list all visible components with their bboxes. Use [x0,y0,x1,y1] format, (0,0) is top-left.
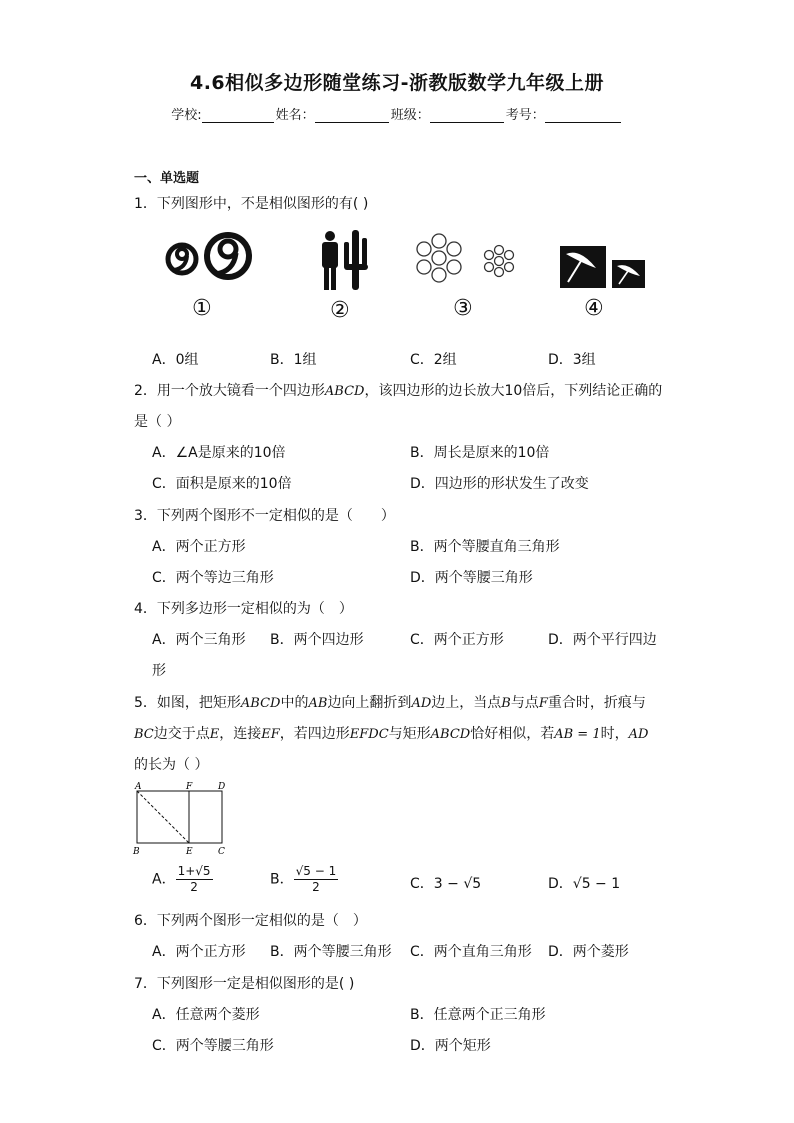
q4-option-c: C．两个正方形 [410,632,504,648]
q3-option-a: A．两个正方形 [152,539,246,555]
q5-rectangle-figure [130,780,234,860]
school-blank [202,109,274,123]
q2-option-b: B．周长是原来的10倍 [410,445,550,461]
q3-option-c: C．两个等边三角形 [152,570,274,586]
q2-option-c: C．面积是原来的10倍 [152,476,292,492]
q7-option-d: D．两个矩形 [410,1038,491,1054]
q3-option-d: D．两个等腰三角形 [410,570,533,586]
q4-option-d-wrap: 形 [152,663,166,679]
q6-option-a: A．两个正方形 [152,944,246,960]
fig-label-e: E [186,847,193,857]
q2-stem-line2: 是（ ） [134,414,181,430]
fig-label-d: D [218,782,226,792]
q1-label-3: ③ [453,296,473,321]
q3-stem: 3．下列两个图形不一定相似的是（ ） [134,508,395,524]
number-label: 考号： [505,108,545,123]
q1-label-1: ① [192,296,212,321]
q7-option-b: B．任意两个正三角形 [410,1007,546,1023]
q5-option-d: D．√5 − 1 [548,876,621,892]
q1-option-c: C．2组 [410,352,457,368]
q7-stem: 7．下列图形一定是相似图形的是( ) [134,976,355,992]
class-blank [430,109,504,123]
q6-option-b: B．两个等腰三角形 [270,944,392,960]
q6-option-c: C．两个直角三角形 [410,944,532,960]
figure-3-circle-rings [417,234,514,282]
q4-stem: 4．下列多边形一定相似的为（ ） [134,601,353,617]
name-blank [315,109,389,123]
fig-label-c: C [218,847,225,857]
class-label: 班级： [390,108,430,123]
q5-option-b-fraction: $\frac{√5 - 1}{2}$ [295,864,337,894]
q6-option-d: D．两个菱形 [548,944,629,960]
q1-label-4: ④ [584,296,604,321]
fig-label-f: F [186,782,193,792]
q4-option-b: B．两个四边形 [270,632,364,648]
q5-stem-line2: BC边交于点E，连接EF，若四边形EFDC与矩形ABCD恰好相似，若AB = 1时，AD [134,726,649,742]
q5-stem-line3: 的长为（ ） [134,757,209,773]
q1-stem: 1．下列图形中，不是相似图形的有( ) [134,196,369,212]
q4-option-d: D．两个平行四边 [548,632,657,648]
q7-option-c: C．两个等腰三角形 [152,1038,274,1054]
q5-option-a: A． $\frac{1+√5}{2}$ [152,864,211,894]
section-title: 一、单选题 [134,171,200,186]
q1-figures [160,228,660,298]
q5-option-b: B． $\frac{√5 - 1}{2}$ [270,864,337,894]
q7-option-a: A．任意两个菱形 [152,1007,260,1023]
q6-stem: 6．下列两个图形一定相似的是（ ） [134,913,367,929]
q5-option-c: C．3 − √5 [410,876,482,892]
q1-option-b: B．1组 [270,352,317,368]
fig-label-a: A [135,782,142,792]
number-blank [545,109,621,123]
figure-1-spirals [168,235,249,277]
name-label: 姓名： [275,108,315,123]
q2-stem-line1: 2．用一个放大镜看一个四边形ABCD，该四边形的边长放大10倍后，下列结论正确的 [134,383,663,399]
q5-stem-line1: 5．如图，把矩形ABCD中的AB边向上翻折到AD边上，当点B与点F重合时，折痕与 [134,695,646,711]
q1-option-d: D．3组 [548,352,596,368]
q2-option-d: D．四边形的形状发生了改变 [410,476,589,492]
q2-option-a: A．∠A是原来的10倍 [152,445,286,461]
figure-4-umbrella-tiles [560,246,645,288]
q2-abcd: ABCD [324,384,365,399]
q3-option-b: B．两个等腰直角三角形 [410,539,560,555]
figure-2-silhouettes [322,230,368,290]
q1-label-2: ② [330,298,350,323]
q5-option-a-fraction: $\frac{1+√5}{2}$ [177,864,211,894]
fig-label-b: B [133,847,140,857]
q4-option-a: A．两个三角形 [152,632,246,648]
q1-option-a: A．0组 [152,352,199,368]
school-label: 学校: [171,108,202,123]
page-title: 4.6相似多边形随堂练习-浙教版数学九年级上册 [189,72,605,94]
student-info-line [0,104,794,123]
